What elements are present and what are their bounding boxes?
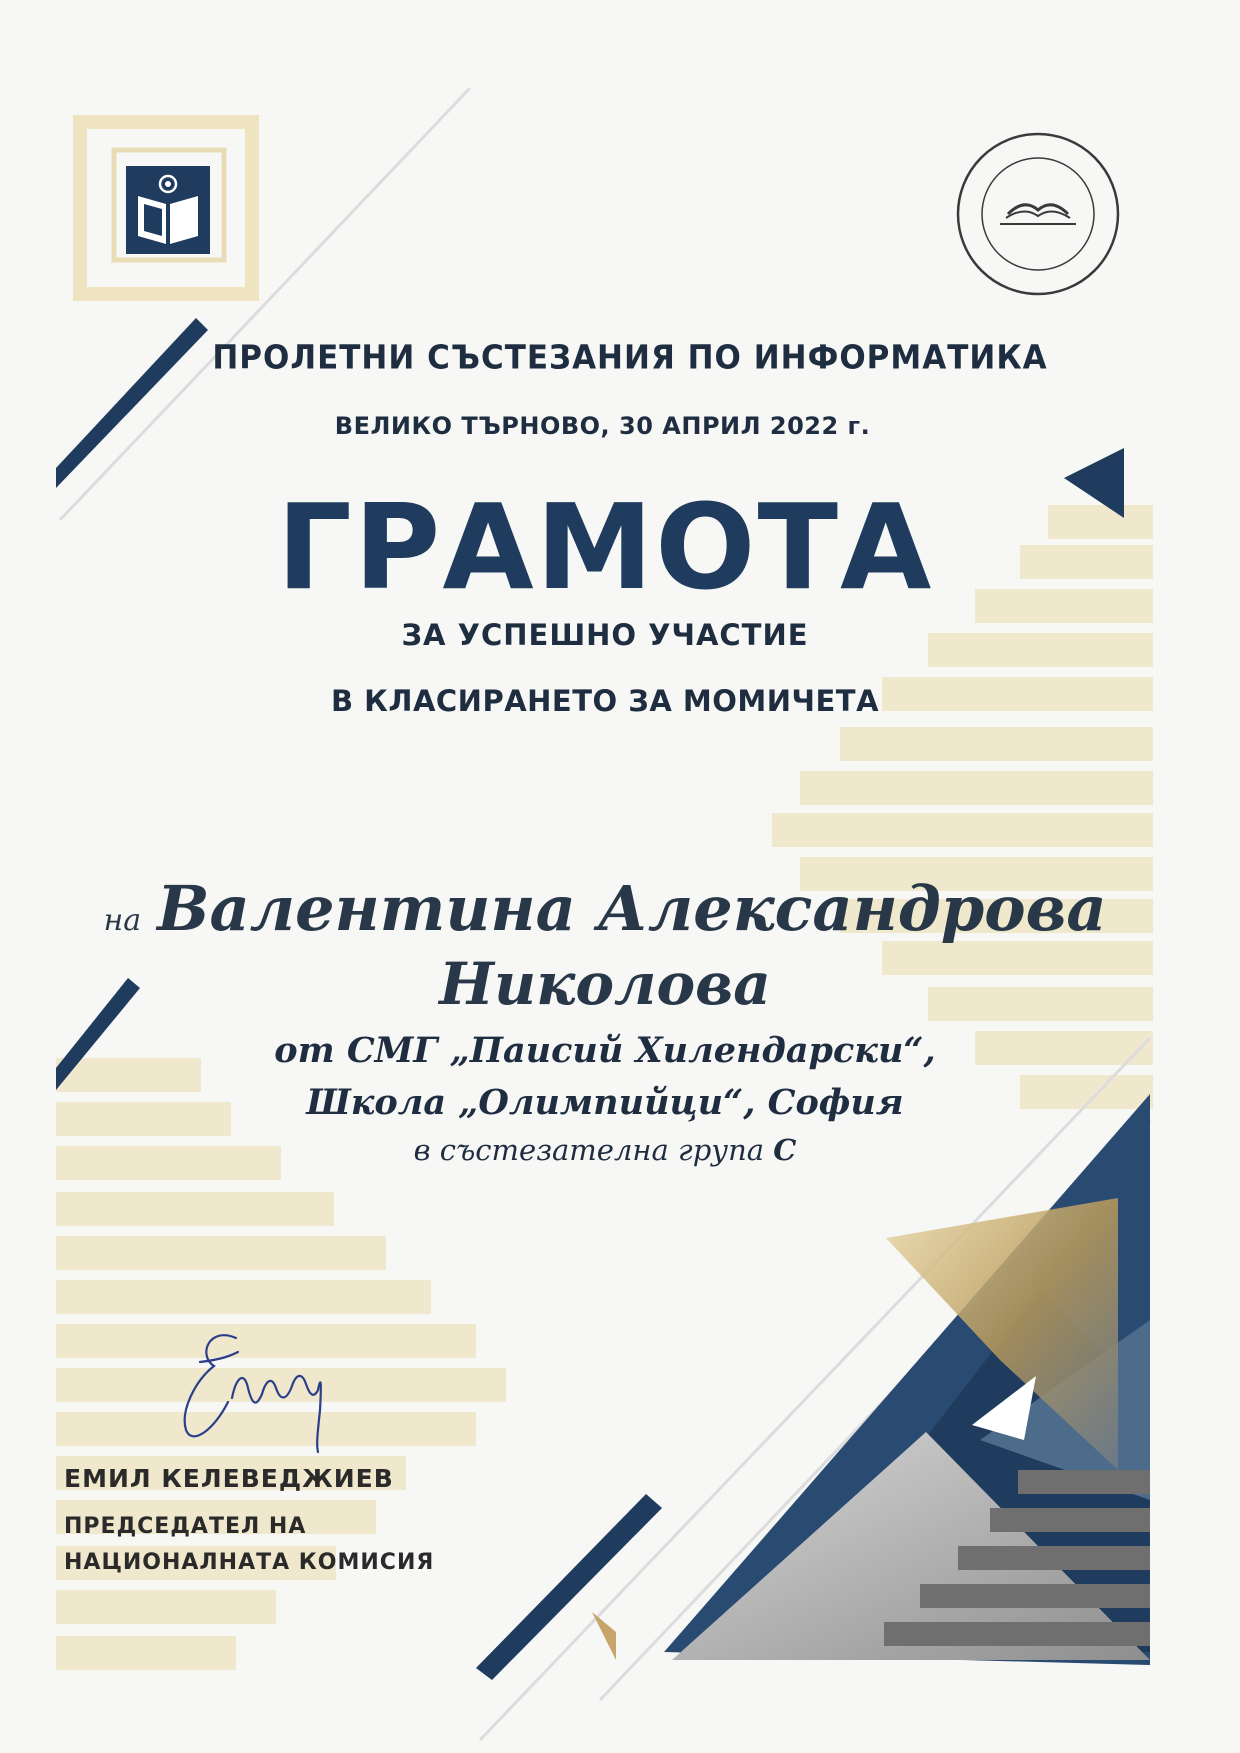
signatory-role-line2: НАЦИОНАЛНАТА КОМИСИЯ	[64, 1550, 435, 1575]
subtitle-line1: ЗА УСПЕШНО УЧАСТИЕ	[401, 618, 809, 652]
group-label: в състезателна група	[413, 1133, 765, 1167]
school-line1: от СМГ „Паисий Хилендарски“,	[274, 1030, 936, 1071]
seal-stamp	[958, 134, 1118, 294]
subtitle-line2: В КЛАСИРАНЕТО ЗА МОМИЧЕТА	[330, 684, 880, 718]
school-line2: Школа „Олимпийци“, София	[306, 1082, 904, 1123]
event-date: ВЕЛИКО ТЪРНОВО, 30 АПРИЛ 2022 г.	[334, 412, 871, 440]
signatory-role-line1: ПРЕДСЕДАТЕЛ НА	[64, 1514, 307, 1539]
competition-group	[0, 1133, 1210, 1167]
recipient-prefix: на	[103, 903, 142, 938]
signatory-name: ЕМИЛ КЕЛЕВЕДЖИЕВ	[64, 1464, 394, 1493]
document-title: ГРАМОТА	[276, 478, 934, 616]
group-value: C	[773, 1133, 797, 1167]
recipient-name-line2: Николова	[439, 950, 771, 1018]
recipient-first-names: Валентина Александрова	[157, 872, 1107, 945]
recipient-name-line1	[0, 872, 1210, 945]
event-title: ПРОЛЕТНИ СЪСТЕЗАНИЯ ПО ИНФОРМАТИКА	[212, 339, 1048, 377]
bottom-right-triangles	[592, 1094, 1150, 1665]
logo-frame	[80, 122, 252, 294]
